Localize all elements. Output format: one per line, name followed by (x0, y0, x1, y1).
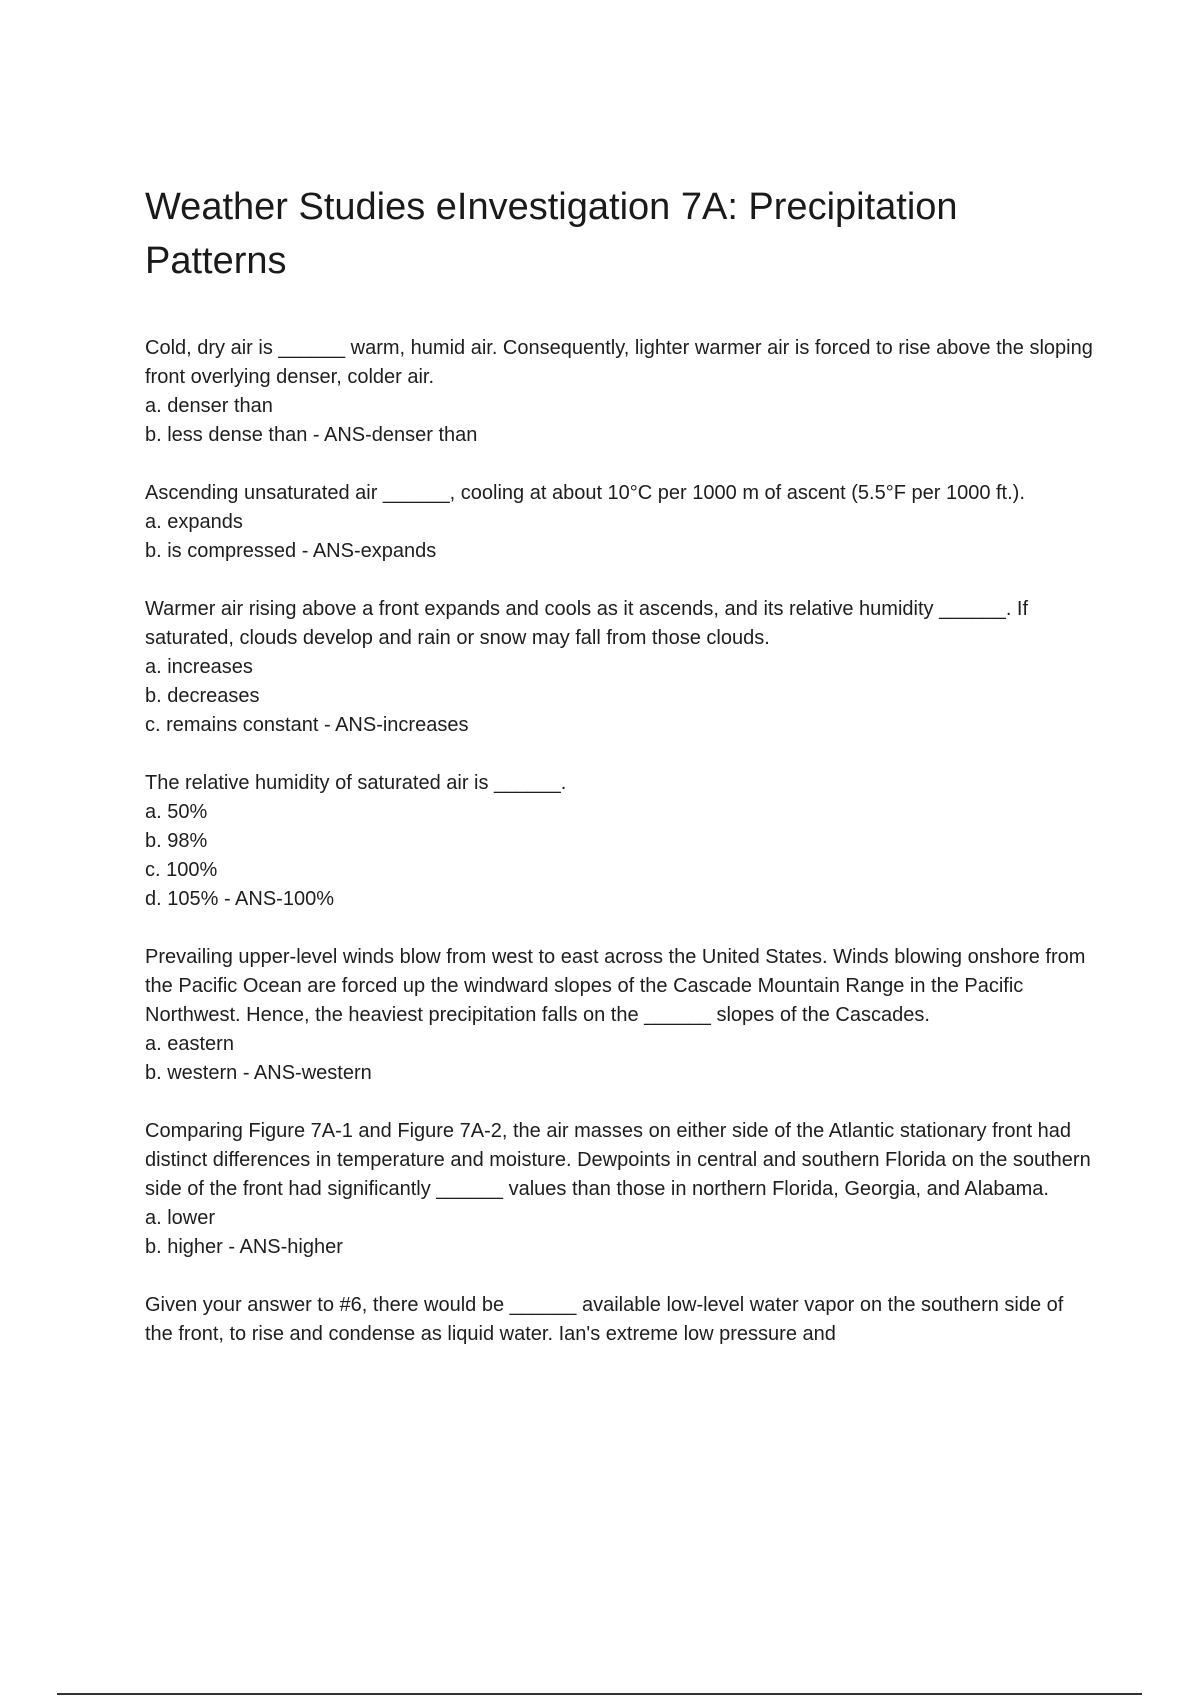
answer-option: c. remains constant - ANS-increases (145, 714, 469, 736)
answer-option: b. decreases (145, 685, 260, 707)
document-title: Weather Studies eInvestigation 7A: Precipitation Patterns (145, 186, 958, 282)
question-4 (145, 769, 1095, 914)
answer-option: a. expands (145, 511, 243, 533)
answer-option: b. higher - ANS-higher (145, 1236, 343, 1258)
answer-option: a. lower (145, 1207, 216, 1229)
answer-option: b. is compressed - ANS-expands (145, 540, 437, 562)
question-3 (145, 595, 1095, 740)
answer-option: a. eastern (145, 1033, 234, 1055)
question-text: Comparing Figure 7A-1 and Figure 7A-2, the air masses on either side of the Atlantic stationary front had distinct differences in temperature and moisture. Dewpoints in central and southern Florida on the southern side of the front had significantly ______ values than those in northern Florida, Georgia, and Alabama. (145, 1120, 1091, 1200)
question-text: Ascending unsaturated air ______, cooling at about 10°C per 1000 m of ascent (5.5°F per 1000 ft.). (145, 482, 1025, 504)
answer-option: a. 50% (145, 801, 208, 823)
answer-option: b. western - ANS-western (145, 1062, 372, 1084)
page-bottom-divider (57, 1693, 1142, 1695)
question-text: Prevailing upper-level winds blow from west to east across the United States. Winds blowing onshore from the Pacific Ocean are forced up the windward slopes of the Cascade Mountain Range in the Pacific Northwest. Hence, the heaviest precipitation falls on the ______ slopes of the Cascades. (145, 946, 1086, 1026)
answer-option: b. less dense than - ANS-denser than (145, 424, 478, 446)
question-2 (145, 479, 1095, 566)
question-7 (145, 1291, 1095, 1349)
question-6 (145, 1117, 1095, 1262)
question-text: The relative humidity of saturated air is ______. (145, 772, 567, 794)
answer-option: b. 98% (145, 830, 208, 852)
question-5 (145, 943, 1095, 1088)
question-text: Warmer air rising above a front expands and cools as it ascends, and its relative humidity ______. If saturated, clouds develop and rain or snow may fall from those clouds. (145, 598, 1029, 649)
answer-option: a. increases (145, 656, 253, 678)
question-1 (145, 334, 1095, 450)
question-text: Given your answer to #6, there would be ______ available low-level water vapor on the southern side of the front, to rise and condense as liquid water. Ian's extreme low pressure and (145, 1294, 1064, 1345)
question-text: Cold, dry air is ______ warm, humid air. Consequently, lighter warmer air is forced to rise above the sloping front overlying denser, colder air. (145, 337, 1093, 388)
answer-option: d. 105% - ANS-100% (145, 888, 334, 910)
document-page (145, 180, 1095, 1378)
answer-option: a. denser than (145, 395, 273, 417)
answer-option: c. 100% (145, 859, 218, 881)
